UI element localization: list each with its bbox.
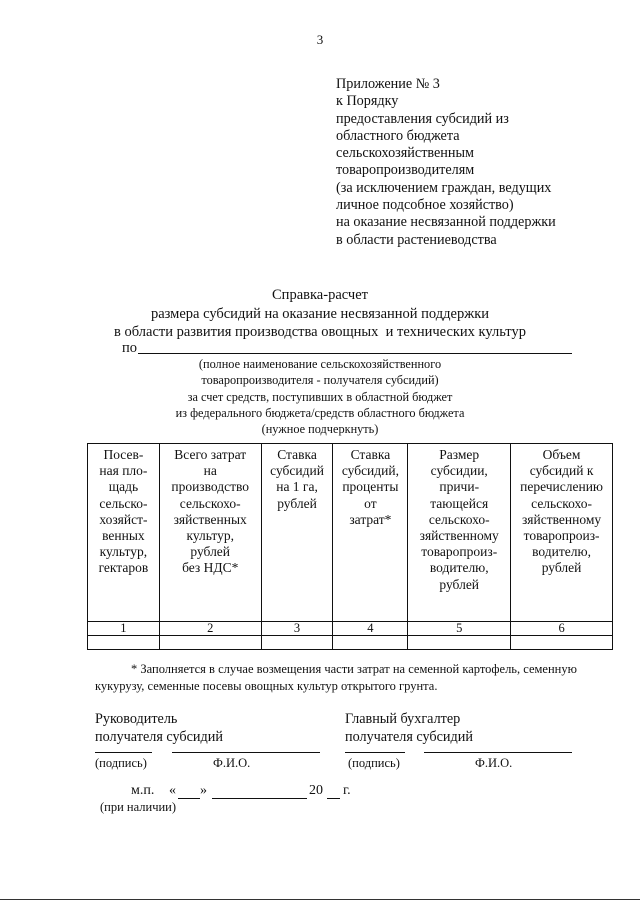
header-line: Объем xyxy=(542,447,581,462)
header-line: водителю, xyxy=(429,560,489,576)
right-name-label: Ф.И.О. xyxy=(475,756,513,770)
column-number: 1 xyxy=(88,622,160,636)
header-cell xyxy=(261,444,333,622)
left-name-line xyxy=(172,752,320,753)
date-close-quote: » xyxy=(200,783,207,798)
header-line: причи- xyxy=(439,479,480,495)
header-line: субсидий xyxy=(270,463,324,479)
appendix-block xyxy=(336,76,636,249)
table-row xyxy=(88,636,613,650)
calculation-table xyxy=(87,443,613,650)
header-line: рублей xyxy=(190,544,231,560)
column-number: 6 xyxy=(511,622,613,636)
table-cell xyxy=(333,636,408,650)
year-suffix: г. xyxy=(343,783,351,798)
year-line xyxy=(327,798,340,799)
header-line: товаропроиз- xyxy=(523,528,600,544)
header-line: сельскохо- xyxy=(428,511,490,527)
header-line: зяйственному xyxy=(419,528,499,544)
right-name-line xyxy=(424,752,572,753)
appendix-line: Приложение № 3 xyxy=(336,76,440,92)
header-line: производство xyxy=(171,479,250,495)
title-line: Справка-расчет xyxy=(272,287,368,303)
table-cell xyxy=(88,636,160,650)
header-line: ная пло- xyxy=(99,463,148,479)
header-line: субсидий к xyxy=(529,463,594,479)
left-name-label: Ф.И.О. xyxy=(213,756,251,770)
appendix-line: в области растениеводства xyxy=(336,231,497,248)
header-line: перечислению xyxy=(520,479,604,495)
header-cell xyxy=(88,444,160,622)
po-label: по xyxy=(122,340,138,356)
header-line: на xyxy=(203,463,217,479)
header-line: Всего затрат xyxy=(174,447,247,462)
header-line: культур, xyxy=(99,544,148,560)
subtitle-line: товаропроизводителя - получателя субсидий) xyxy=(201,373,439,388)
right-signature-line xyxy=(345,752,405,753)
header-line: от xyxy=(364,495,377,511)
header-line: зяйственному xyxy=(521,511,602,527)
header-cell xyxy=(159,444,261,622)
header-line: тающейся xyxy=(430,495,489,511)
header-line: Ставка xyxy=(350,447,391,462)
appendix-line: на оказание несвязанной поддержки xyxy=(336,214,556,231)
header-line: водителю, xyxy=(532,544,591,560)
appendix-line: к Порядку xyxy=(336,93,399,110)
subtitle-line: (нужное подчеркнуть) xyxy=(261,422,379,437)
header-line: на 1 га, xyxy=(276,479,318,495)
column-number: 5 xyxy=(408,622,511,636)
header-line: щадь xyxy=(108,479,139,495)
header-line: сельскохо- xyxy=(531,495,592,511)
date-open-quote: « xyxy=(169,783,176,798)
right-title-line2: получателя субсидий xyxy=(345,729,473,745)
title-line: в области развития производства овощных и технических культур xyxy=(114,324,526,340)
header-line: культур, xyxy=(186,528,234,544)
appendix-line: (за исключением граждан, ведущих xyxy=(336,179,552,196)
table-cell xyxy=(261,636,333,650)
subtitle-line: из федерального бюджета/средств областного бюджета xyxy=(175,405,465,420)
header-line: Посев- xyxy=(103,447,144,462)
header-line: гектаров xyxy=(98,560,149,576)
header-cell xyxy=(511,444,613,622)
recipient-name-line xyxy=(138,353,572,354)
footnote: * Заполняется в случае возмещения части затрат на семенной картофель, семенную кукурузу, семенные посевы овощных культур открытого грунта. xyxy=(95,662,577,693)
page-number: 3 xyxy=(316,32,324,47)
appendix-line: предоставления субсидий из xyxy=(336,110,509,127)
table-cell xyxy=(159,636,261,650)
stamp-mp: м.п. xyxy=(131,783,155,798)
subtitle-block xyxy=(0,356,640,437)
document-title xyxy=(0,286,640,342)
header-line: без НДС* xyxy=(182,560,239,576)
right-signature-label: (подпись) xyxy=(348,756,400,770)
column-number: 3 xyxy=(261,622,333,636)
column-number: 2 xyxy=(159,622,261,636)
header-cell xyxy=(408,444,511,622)
header-line: сельскохо- xyxy=(179,495,241,511)
header-line: венных xyxy=(102,528,145,544)
table-cell xyxy=(408,636,511,650)
header-line: проценты xyxy=(342,479,399,495)
header-line: хозяйст- xyxy=(99,511,148,527)
left-signature-title xyxy=(95,710,223,746)
stamp-note: (при наличии) xyxy=(100,800,177,814)
year-prefix: 20 xyxy=(309,783,323,798)
right-title-line1: Главный бухгалтер xyxy=(345,711,461,727)
left-signature-label: (подпись) xyxy=(95,756,147,770)
header-line: зяйственных xyxy=(173,511,247,527)
appendix-line: областного бюджета xyxy=(336,127,460,144)
page-bottom-rule xyxy=(0,899,640,900)
table-cell xyxy=(511,636,613,650)
column-number: 4 xyxy=(333,622,408,636)
header-line: Ставка xyxy=(277,447,317,462)
date-day-line xyxy=(178,798,200,799)
title-line: размера субсидий на оказание несвязанной поддержки xyxy=(150,305,490,322)
header-line: субсидий, xyxy=(341,463,399,479)
left-title-line2: получателя субсидий xyxy=(95,729,223,745)
header-line: рублей xyxy=(439,576,480,592)
appendix-line: товаропроизводителям xyxy=(336,162,475,179)
subtitle-line: за счет средств, поступивших в областной бюджет xyxy=(187,389,453,404)
right-signature-title xyxy=(345,710,473,746)
header-line: Размер xyxy=(439,447,480,462)
appendix-line: сельскохозяйственным xyxy=(336,145,475,162)
header-line: субсидии, xyxy=(430,463,488,479)
header-line: рублей xyxy=(277,495,317,511)
column-number-row xyxy=(88,622,613,636)
header-cell xyxy=(333,444,408,622)
left-signature-line xyxy=(95,752,152,753)
header-line: затрат* xyxy=(349,511,392,527)
date-month-line xyxy=(212,798,307,799)
table-header-row xyxy=(88,444,613,622)
left-title-line1: Руководитель xyxy=(95,711,178,727)
header-line: рублей xyxy=(541,560,582,576)
appendix-line: личное подсобное хозяйство) xyxy=(336,197,514,214)
header-line: товаропроиз- xyxy=(421,544,498,560)
subtitle-line: (полное наименование сельскохозяйственного xyxy=(198,357,442,371)
header-line: сельско- xyxy=(99,495,148,511)
